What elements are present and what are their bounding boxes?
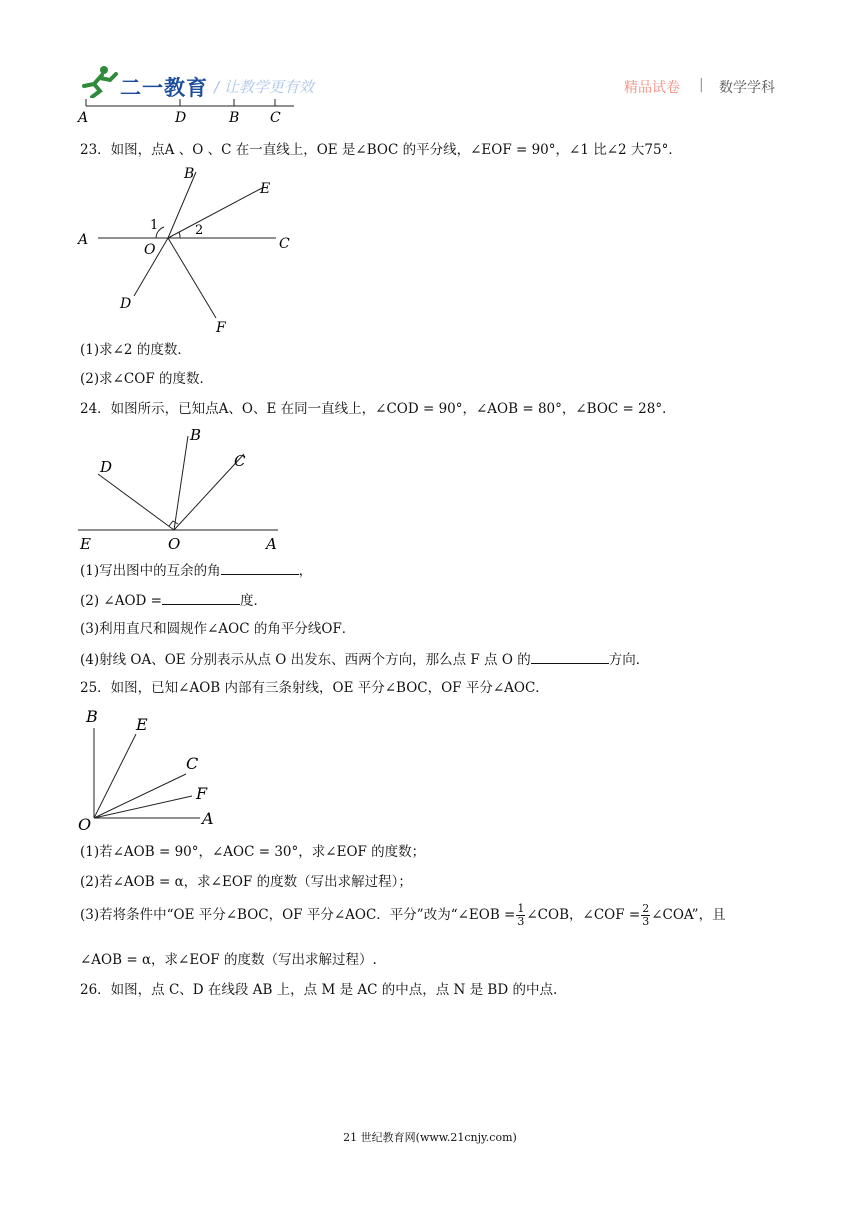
point-label-b: B: [229, 110, 240, 126]
answer-blank-1[interactable]: [221, 560, 299, 575]
label-a: A: [202, 809, 214, 828]
q24-part-4-end: 方向．: [608, 652, 650, 668]
label-o: O: [144, 242, 156, 258]
question-25-part-2: (2)若∠AOB = α，求∠EOF 的度数（写出求解过程）；: [80, 874, 412, 890]
label-d: D: [100, 458, 113, 476]
point-label-c: C: [270, 110, 281, 126]
question-24-part-3: (3)利用直尺和圆规作∠AOC 的角平分线OF．: [80, 621, 356, 637]
header-tag-subject: 数学学科: [719, 80, 775, 96]
question-24-part-1: [80, 560, 312, 581]
label-b: B: [86, 707, 98, 726]
q25-part-3-text-a: (3)若将条件中“OE 平分∠BOC，OF 平分∠AOC．平分”改为“∠EOB =: [80, 907, 516, 923]
question-23-part-1: (1)求∠2 的度数．: [80, 342, 191, 358]
page-footer: 21 世纪教育网(www.21cnjy.com): [343, 1131, 517, 1144]
label-a: A: [266, 535, 277, 553]
question-24-part-4: [80, 649, 649, 670]
question-25-figure: [76, 700, 236, 836]
angle-2-label: 2: [195, 223, 204, 238]
header-tag-premium: 精品试卷: [624, 80, 680, 96]
q24-part-2-text: (2) ∠AOD =: [80, 593, 162, 609]
label-d: D: [120, 296, 132, 312]
label-e: E: [80, 535, 91, 553]
label-c: C: [279, 236, 290, 252]
answer-blank-3[interactable]: [531, 649, 609, 664]
point-label-d: D: [175, 110, 187, 126]
angle-1-label: 1: [150, 218, 159, 233]
question-25-part-3-cont: ∠AOB = α，求∠EOF 的度数（写出求解过程）.: [80, 952, 377, 968]
question-23-figure: [76, 160, 306, 336]
brand-name: 二一教育: [120, 76, 208, 100]
label-e: E: [136, 715, 148, 734]
fraction-one-third: $\frac{1}{3}$: [517, 902, 525, 928]
q24-part-4-text: (4)射线 OA、OE 分别表示从点 O 出发东、西两个方向，那么点 F 点 O 的: [80, 652, 531, 668]
question-23-part-2: (2)求∠COF 的度数．: [80, 371, 213, 387]
q24-part-1-end: ，: [298, 563, 313, 579]
question-25-part-1: (1)若∠AOB = 90°，∠AOC = 30°，求∠EOF 的度数；: [80, 844, 426, 860]
label-c: C: [186, 754, 199, 773]
label-e: E: [260, 181, 271, 197]
point-label-a: A: [78, 110, 89, 126]
question-24-stem: 24．如图所示，已知点A、O、E 在同一直线上，∠COD = 90°，∠AOB = 80°，∠BOC = 28°．: [80, 401, 676, 417]
question-25-stem: 25．如图，已知∠AOB 内部有三条射线，OE 平分∠BOC，OF 平分∠AOC．: [80, 680, 549, 696]
label-b: B: [184, 166, 195, 182]
page-header: [0, 0, 860, 110]
label-f: F: [196, 784, 208, 803]
label-c: C: [234, 452, 246, 470]
answer-blank-2[interactable]: [162, 590, 240, 605]
label-f: F: [216, 320, 226, 336]
question-24-figure: [76, 422, 296, 554]
label-o: O: [168, 535, 181, 553]
label-b: B: [190, 426, 202, 444]
q25-part-3-text-b: ∠COB，∠COF =: [526, 907, 641, 923]
label-a: A: [78, 232, 89, 248]
question-26-stem: 26．如图，点 C、D 在线段 AB 上，点 M 是 AC 的中点，点 N 是 BD 的中点.: [80, 982, 558, 998]
question-25-part-3: [80, 903, 726, 928]
fraction-two-thirds: $\frac{2}{3}$: [642, 902, 650, 928]
header-separator: |: [699, 77, 704, 93]
brand-slogan: / 让教学更有效: [214, 78, 314, 96]
runner-logo-icon: [80, 64, 120, 98]
q24-part-2-end: 度．: [239, 593, 267, 609]
question-23-stem: 23．如图，点A 、O 、C 在一直线上，OE 是∠BOC 的平分线，∠EOF = 90°，∠1 比∠2 大75°．: [80, 142, 682, 158]
q24-part-1-text: (1)写出图中的互余的角: [80, 563, 221, 579]
q25-part-3-text-c: ∠COA”，且: [651, 907, 726, 923]
question-24-part-2: [80, 590, 267, 611]
label-o: O: [78, 815, 92, 834]
segment-figure-top: [76, 96, 306, 128]
